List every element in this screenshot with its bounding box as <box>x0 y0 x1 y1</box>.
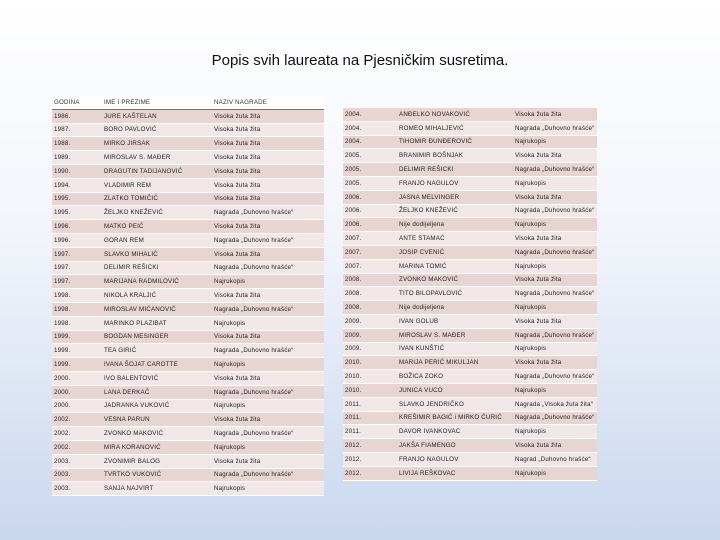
year-cell: 2005. <box>343 176 397 190</box>
laureate-name-cell: FRANJO NAGULOV <box>397 176 513 190</box>
table-row <box>343 108 597 121</box>
laureate-name-cell: LIVIJA REŠKOVAC <box>397 466 513 480</box>
award-cell: Visoka žuta žita <box>212 109 324 123</box>
award-cell: Nagrada „Duhovno hrašće“ <box>513 121 597 135</box>
award-cell: Najrukopis <box>513 218 597 232</box>
laureate-name-cell: VESNA PARUN <box>102 413 212 427</box>
year-cell: 1994. <box>52 178 102 192</box>
table-row <box>343 218 597 232</box>
award-cell: Nagrada „Duhovno hrašće“ <box>513 204 597 218</box>
award-cell: Nagrada „Duhovno hrašće“ <box>212 385 324 399</box>
year-cell: 2009. <box>343 328 397 342</box>
award-cell: Nagrada „Duhovno hrašće“ <box>212 468 324 482</box>
year-cell: 2000. <box>52 399 102 413</box>
laureate-name-cell: DAVOR IVANKOVAC <box>397 425 513 439</box>
table-row <box>52 302 324 316</box>
year-cell: 2011. <box>343 397 397 411</box>
header-award: NAZIV NAGRADE <box>212 96 324 109</box>
award-cell: Visoka žuta žita <box>212 178 324 192</box>
award-cell: Visoka žuta žita <box>212 330 324 344</box>
year-cell: 2007. <box>343 245 397 259</box>
award-cell: Nagrada „Duhovno hrašće“ <box>513 370 597 384</box>
table-row <box>52 151 324 165</box>
award-cell: Visoka žuta žita <box>513 232 597 246</box>
award-cell: Visoka žuta žita <box>513 356 597 370</box>
laureate-name-cell: ROMEO MIHALJEVIĆ <box>397 121 513 135</box>
year-cell: 1997. <box>52 275 102 289</box>
table-row <box>343 452 597 466</box>
laureate-name-cell: MIROSLAV S. MAĐER <box>397 328 513 342</box>
table-row <box>52 275 324 289</box>
award-cell: Najrukopis <box>513 259 597 273</box>
table-row <box>52 399 324 413</box>
year-cell: 2012. <box>343 452 397 466</box>
laureate-name-cell: ZVONKO MAKOVIĆ <box>102 427 212 441</box>
award-cell: Visoka žuta žita <box>212 137 324 151</box>
table-row <box>52 192 324 206</box>
year-cell: 2005. <box>343 149 397 163</box>
table-row <box>343 232 597 246</box>
award-cell: Najrukopis <box>513 135 597 149</box>
laureate-name-cell: DRAGUTIN TADIJANOVIĆ <box>102 164 212 178</box>
laureate-name-cell: GORAN REM <box>102 233 212 247</box>
year-cell: 2010. <box>343 356 397 370</box>
year-cell: 1996. <box>52 220 102 234</box>
award-cell: Najrukopis <box>513 342 597 356</box>
year-cell: 1987. <box>52 123 102 137</box>
table-row <box>52 178 324 192</box>
award-cell: Visoka žuta žita <box>513 314 597 328</box>
table-row <box>343 439 597 453</box>
laureate-name-cell: DELIMIR REŠICKI <box>397 163 513 177</box>
laureate-name-cell: MIRA KORANOVIĆ <box>102 440 212 454</box>
award-cell: Nagrada „Duhovno hrašće“ <box>212 427 324 441</box>
laureate-name-cell: BOGDAN MESINGER <box>102 330 212 344</box>
year-cell: 2009. <box>343 314 397 328</box>
year-cell: 1989. <box>52 151 102 165</box>
laureate-name-cell: SLAVKO MIHALIĆ <box>102 247 212 261</box>
laureate-name-cell: JOSIP CVENIĆ <box>397 245 513 259</box>
laureate-name-cell: JURE KAŠTELAN <box>102 109 212 123</box>
table-row <box>343 273 597 287</box>
award-cell: Visoka žuta žita <box>212 164 324 178</box>
table-row <box>52 220 324 234</box>
year-cell: 2008. <box>343 301 397 315</box>
award-cell: Najrukopis <box>212 399 324 413</box>
table-row <box>343 356 597 370</box>
year-cell: 2006. <box>343 190 397 204</box>
laureate-name-cell: MIRKO JIRSAK <box>102 137 212 151</box>
year-cell: 1990. <box>52 164 102 178</box>
award-cell: Visoka žuta žita <box>212 220 324 234</box>
table-row <box>52 289 324 303</box>
laureate-name-cell: ZLATKO TOMIČIĆ <box>102 192 212 206</box>
laureate-name-cell: TVRTKO VUKOVIĆ <box>102 468 212 482</box>
table-row <box>343 163 597 177</box>
year-cell: 2012. <box>343 466 397 480</box>
table-row <box>52 413 324 427</box>
laureate-name-cell: KREŠIMIR BAGIĆ i MIRKO ĆURIĆ <box>397 411 513 425</box>
table-row <box>343 314 597 328</box>
table-row <box>52 316 324 330</box>
award-cell: Nagrada „Duhovno hrašće“ <box>212 206 324 220</box>
laureate-name-cell: SANJA NAJVIRT <box>102 482 212 496</box>
award-cell: Nagrada „Duhovno hrašće“ <box>513 287 597 301</box>
year-cell: 1998. <box>52 302 102 316</box>
laureate-name-cell: TITO BILOPAVLOVIĆ <box>397 287 513 301</box>
laureate-name-cell: BOŽICA ZOKO <box>397 370 513 384</box>
table-row <box>52 330 324 344</box>
laureate-name-cell: TIHOMIR ĐUNĐEROVIĆ <box>397 135 513 149</box>
table-row <box>343 176 597 190</box>
award-cell: Nagrada „Duhovno hrašće“ <box>212 233 324 247</box>
table-row <box>343 204 597 218</box>
year-cell: 1986. <box>52 109 102 123</box>
year-cell: 1995. <box>52 206 102 220</box>
table-row <box>52 454 324 468</box>
table-row <box>343 301 597 315</box>
table-row <box>52 123 324 137</box>
table-row <box>343 190 597 204</box>
table-row <box>343 287 597 301</box>
award-cell: Visoka žuta žita <box>212 289 324 303</box>
table-row <box>52 137 324 151</box>
year-cell: 2011. <box>343 411 397 425</box>
year-cell: 2003. <box>52 482 102 496</box>
laureate-name-cell: SLAVKO JENDRIČKO <box>397 397 513 411</box>
award-cell: Nagrada „Duhovno hrašće“ <box>513 245 597 259</box>
award-cell: Nagrada „Visoka žuta žita“ <box>513 397 597 411</box>
year-cell: 2006. <box>343 204 397 218</box>
page-title: Popis svih laureata na Pjesničkim susretima. <box>211 52 509 69</box>
year-cell: 1997. <box>52 247 102 261</box>
table-row <box>52 371 324 385</box>
table-row <box>52 206 324 220</box>
award-cell: Visoka žuta žita <box>212 192 324 206</box>
laureate-name-cell: LANA DERKAČ <box>102 385 212 399</box>
award-cell: Visoka žuta žita <box>212 454 324 468</box>
award-cell: Visoka žuta žita <box>212 123 324 137</box>
table-row <box>343 342 597 356</box>
award-cell: Najrukopis <box>513 301 597 315</box>
table-row <box>343 425 597 439</box>
table-row <box>343 135 597 149</box>
award-cell: Visoka žuta žita <box>212 247 324 261</box>
year-cell: 1999. <box>52 330 102 344</box>
laureate-name-cell: MIROSLAV MIĆANOVIĆ <box>102 302 212 316</box>
table-row <box>52 109 324 123</box>
table-row <box>343 121 597 135</box>
year-cell: 2009. <box>343 342 397 356</box>
laureate-name-cell: IVAN GOLUB <box>397 314 513 328</box>
laureate-name-cell: JUNICA VUCO <box>397 383 513 397</box>
award-cell: Najrukopis <box>212 440 324 454</box>
laureate-name-cell: BRANIMIR BOŠNJAK <box>397 149 513 163</box>
table-row <box>343 383 597 397</box>
table-row <box>52 164 324 178</box>
laureate-name-cell: JADRANKA VUKOVIĆ <box>102 399 212 413</box>
year-cell: 2005. <box>343 163 397 177</box>
table-row <box>52 440 324 454</box>
laureate-name-cell: IVO BALENTOVIĆ <box>102 371 212 385</box>
award-cell: Visoka žuta žita <box>212 413 324 427</box>
year-cell: 1999. <box>52 358 102 372</box>
award-cell: Nagrada „Duhovno hrašće“ <box>513 411 597 425</box>
year-cell: 2010. <box>343 370 397 384</box>
table-row <box>52 344 324 358</box>
award-cell: Visoka žuta žita <box>212 371 324 385</box>
award-cell: Nagrad „Duhovno hrašće“ <box>513 452 597 466</box>
year-cell: 2000. <box>52 371 102 385</box>
table-row <box>52 358 324 372</box>
table-row <box>343 370 597 384</box>
table-row <box>343 149 597 163</box>
award-cell: Visoka žuta žita <box>513 273 597 287</box>
award-cell: Nagrada „Duhovno hrašće“ <box>212 302 324 316</box>
year-cell: 2012. <box>343 439 397 453</box>
year-cell: 1997. <box>52 261 102 275</box>
table-row <box>52 385 324 399</box>
laureate-name-cell: ŽELJKO KNEŽEVIĆ <box>102 206 212 220</box>
award-cell: Najrukopis <box>513 383 597 397</box>
table-row <box>343 397 597 411</box>
table-row <box>52 233 324 247</box>
award-cell: Nagrada „Duhovno hrašće“ <box>212 261 324 275</box>
award-cell: Visoka žuta žita <box>513 439 597 453</box>
award-cell: Visoka žuta žita <box>513 190 597 204</box>
table-row <box>52 247 324 261</box>
header-name: IME I PREZIME <box>102 96 212 109</box>
award-cell: Visoka žuta žita <box>513 108 597 121</box>
table-row <box>343 259 597 273</box>
year-cell: 2008. <box>343 273 397 287</box>
table-row <box>52 468 324 482</box>
laureate-name-cell: NIKOLA KRALJIĆ <box>102 289 212 303</box>
laureate-name-cell: ANĐELKO NOVAKOVIĆ <box>397 108 513 121</box>
year-cell: 2003. <box>52 468 102 482</box>
table-header-row <box>52 96 324 109</box>
year-cell: 1998. <box>52 316 102 330</box>
year-cell: 2002. <box>52 440 102 454</box>
laureate-name-cell: TEA GIRIĆ <box>102 344 212 358</box>
award-cell: Nagrada „Duhovno hrašće“ <box>513 163 597 177</box>
award-cell: Nagrada „Duhovno hrašće“ <box>212 344 324 358</box>
award-cell: Najrukopis <box>513 425 597 439</box>
award-cell: Najrukopis <box>212 316 324 330</box>
laureate-name-cell: ZVONKO MAKOVIĆ <box>397 273 513 287</box>
laureate-name-cell: VLADIMIR REM <box>102 178 212 192</box>
laureate-name-cell: MARIJANA RADMILOVIĆ <box>102 275 212 289</box>
table-row <box>52 482 324 496</box>
year-cell: 2007. <box>343 259 397 273</box>
award-cell: Visoka žuta žita <box>212 151 324 165</box>
table-row <box>343 411 597 425</box>
year-cell: 2011. <box>343 425 397 439</box>
year-cell: 2006. <box>343 218 397 232</box>
table-row <box>343 245 597 259</box>
table-row <box>343 328 597 342</box>
year-cell: 1995. <box>52 192 102 206</box>
laureate-name-cell: MATKO PEIĆ <box>102 220 212 234</box>
laureate-name-cell: MARIJA PERIĆ MIKULJAN <box>397 356 513 370</box>
year-cell: 2000. <box>52 385 102 399</box>
laureate-name-cell: JAKŠA FIAMENGO <box>397 439 513 453</box>
table-row <box>52 427 324 441</box>
year-cell: 2010. <box>343 383 397 397</box>
laureates-table-right <box>343 108 597 481</box>
year-cell: 2004. <box>343 121 397 135</box>
year-cell: 1996. <box>52 233 102 247</box>
header-year: GODINA <box>52 96 102 109</box>
year-cell: 2003. <box>52 454 102 468</box>
laureate-name-cell: IVANA ŠOJAT CAROTTE <box>102 358 212 372</box>
year-cell: 1988. <box>52 137 102 151</box>
laureate-name-cell: ZVONIMIR BALOG <box>102 454 212 468</box>
year-cell: 1999. <box>52 344 102 358</box>
year-cell: 2002. <box>52 427 102 441</box>
laureate-name-cell: Nije dodijeljena <box>397 301 513 315</box>
year-cell: 1998. <box>52 289 102 303</box>
laureate-name-cell: ANTE STAMAĆ <box>397 232 513 246</box>
laureate-name-cell: MIROSLAV S. MAĐER <box>102 151 212 165</box>
laureate-name-cell: ŽELJKO KNEŽEVIĆ <box>397 204 513 218</box>
laureate-name-cell: BORO PAVLOVIĆ <box>102 123 212 137</box>
award-cell: Najrukopis <box>212 358 324 372</box>
table-row <box>52 261 324 275</box>
laureate-name-cell: MARINA TOMIĆ <box>397 259 513 273</box>
laureate-name-cell: IVAN KUNŠTIĆ <box>397 342 513 356</box>
award-cell: Najrukopis <box>212 482 324 496</box>
year-cell: 2008. <box>343 287 397 301</box>
award-cell: Najrukopis <box>513 466 597 480</box>
laureates-table-left <box>52 96 324 496</box>
award-cell: Najrukopis <box>212 275 324 289</box>
award-cell: Najrukopis <box>513 176 597 190</box>
laureate-name-cell: FRANJO NAGULOV <box>397 452 513 466</box>
year-cell: 2007. <box>343 232 397 246</box>
year-cell: 2004. <box>343 108 397 121</box>
year-cell: 2004. <box>343 135 397 149</box>
laureate-name-cell: MARINKO PLAZIBAT <box>102 316 212 330</box>
table-row <box>343 466 597 480</box>
award-cell: Visoka žuta žita <box>513 149 597 163</box>
laureate-name-cell: DELIMIR REŠICKI <box>102 261 212 275</box>
laureate-name-cell: Nije dodijeljena <box>397 218 513 232</box>
award-cell: Nagrada „Duhovno hrašće“ <box>513 328 597 342</box>
laureate-name-cell: JASNA MELVINGER <box>397 190 513 204</box>
year-cell: 2002. <box>52 413 102 427</box>
